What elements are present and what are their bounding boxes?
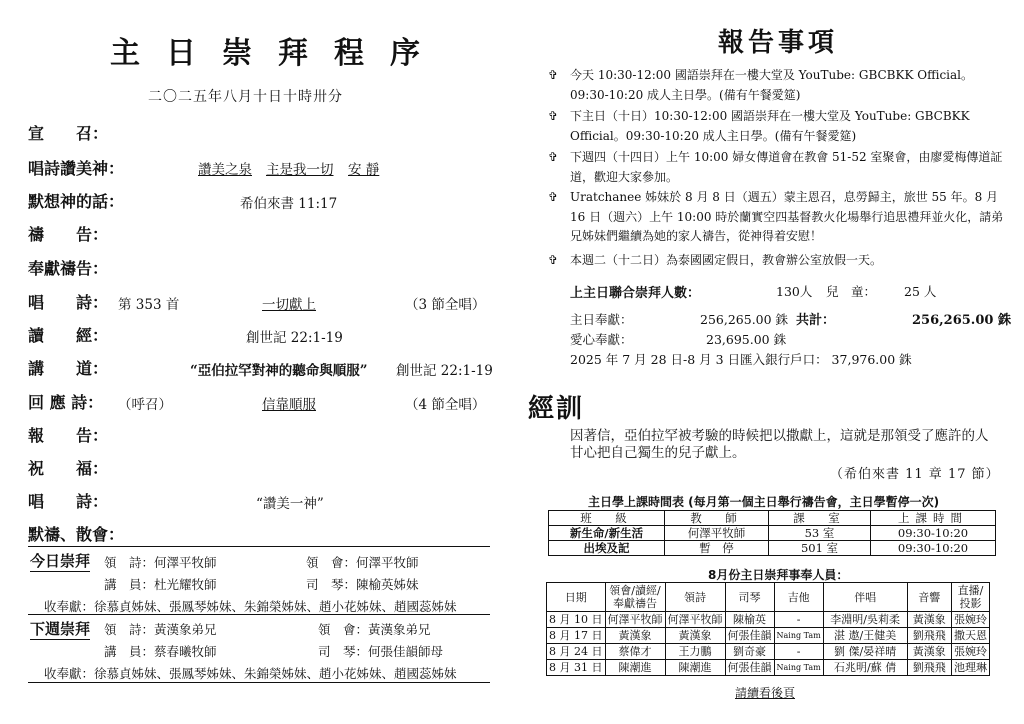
sunday-school-table xyxy=(548,510,996,556)
table-row: 出埃及記 暫 停 501 室 09:30-10:20 xyxy=(549,541,996,556)
total-label: 共計： xyxy=(796,313,836,328)
closing-hymn-label: 唱 詩： xyxy=(28,492,109,511)
children-label: 兒 童： xyxy=(826,284,877,299)
sermon-title: “亞伯拉罕對神的聽命與順服” xyxy=(190,363,368,379)
notice-item: 下主日（十日）10:30-12:00 國語崇拜在一樓大堂及 YouTube: GBCBKK Official。09:30-10:20 成人主日學。(備有午餐愛筵) xyxy=(570,109,970,143)
meditation-ref: 希伯來書 11:17 xyxy=(240,196,338,212)
table-row: 8 月 17 日 黃漢象 黃漢象 何張佳韻 Naing Tam 湛 遨/王健美 劉飛飛 撒天恩 xyxy=(547,628,990,644)
table-row: 日期 領會/讀經/奉獻禱告 領詩 司琴 吉他 伴唱 音響 直播/投影 xyxy=(547,583,990,612)
hymn-label: 唱 詩： xyxy=(28,293,109,312)
sunday-offering-amount: 256,265.00 銖 xyxy=(700,312,789,327)
verse-text: 因著信，亞伯拉罕被考驗的時候把以撒獻上，這就是那領受了應許的人甘心把自己獨生的兒子獻上。 xyxy=(570,428,989,461)
table-row: 8 月 10 日 何澤平牧師 何澤平牧師 陳榆英 - 李淵明/吳莉柔 黃漢象 張婉玲 xyxy=(547,612,990,628)
response-hymn-note: （4 節全唱） xyxy=(405,397,486,413)
attendance-children: 25 人 xyxy=(904,284,937,299)
cross-bullet-icon: ✞ xyxy=(548,109,559,123)
program-title: 主日崇拜程序 xyxy=(110,36,446,71)
scripture-label: 讀 經： xyxy=(28,326,109,345)
service-date: 二〇二五年八月十日十時卅分 xyxy=(148,89,343,105)
sunday-offering-label: 主日奉獻： xyxy=(570,312,633,327)
notice-item: 本週二（十二日）為泰國國定假日，教會辦公室放假一天。 xyxy=(570,253,883,267)
table-row: 8 月 24 日 蔡偉才 王力鵬 劉奇豪 - 劉 傑/晏祥晴 黃漢象 張婉玲 xyxy=(547,644,990,660)
cross-bullet-icon: ✞ xyxy=(548,150,559,164)
duty-roster-table xyxy=(546,582,990,676)
announcements-label: 報 告： xyxy=(28,426,109,445)
attendance-adults: 130人 xyxy=(776,284,813,299)
cross-bullet-icon: ✞ xyxy=(548,253,559,267)
today-lead-meeting: 領 會：何澤平牧師 xyxy=(306,555,419,570)
continue-next-page: 請續看後頁 xyxy=(735,686,796,700)
notice-item: Uratchanee 姊妹於 8 月 8 日（週五）蒙主恩召，息勞歸主，旅世 55 年。8 月 16 日（週六）上午 10:00 時於蘭實空四基督教火化場舉行追思禮拜並火化，請弟兄姊妹們繼續為她的家人禱告，從神得着安慰！ xyxy=(570,190,1004,243)
today-lead-poem: 領 詩：何澤平牧師 xyxy=(104,555,217,570)
praise-song-1: 讚美之泉 xyxy=(198,162,252,178)
cross-bullet-icon: ✞ xyxy=(548,68,559,82)
today-pianist: 司 琴：陳榆英姊妹 xyxy=(306,577,419,592)
praise-song-3: 安 靜 xyxy=(348,162,380,178)
next-service-heading: 下週崇拜 xyxy=(30,620,91,638)
next-lead-meeting: 領 會：黃漢象弟兄 xyxy=(318,622,431,637)
benediction-label: 祝 福： xyxy=(28,459,109,478)
school-caption: 主日學上課時間表 (每月第一個主日舉行禱告會，主日學暫停一次) xyxy=(588,495,940,509)
today-offering: 收奉獻：徐慕貞姊妹、張鳳琴姊妹、朱錦榮姊妹、趙小花姊妹、趙國蕊姊妹 xyxy=(44,599,457,614)
verse-title: 經訓 xyxy=(528,394,585,424)
call-to-worship-label: 宣 召： xyxy=(28,124,109,143)
total-amount: 256,265.00 銖 xyxy=(912,313,1011,328)
next-offering: 收奉獻：徐慕貞姊妹、張鳳琴姊妹、朱錦榮姊妹、趙小花姊妹、趙國蕊姊妹 xyxy=(44,666,457,681)
bank-transfer-line: 2025 年 7 月 28 日-8 月 3 日匯入銀行戶口： 37,976.00 銖 xyxy=(570,352,912,367)
table-row: 班 級 教 師 課 室 上課時間 xyxy=(549,511,996,526)
response-call: （呼召） xyxy=(118,397,172,413)
hymn-note: （3 節全唱） xyxy=(405,297,486,313)
offering-prayer-label: 奉獻禱告： xyxy=(28,259,109,278)
response-hymn-label: 回 應 詩： xyxy=(28,393,104,412)
cross-bullet-icon: ✞ xyxy=(548,190,559,204)
today-service-heading: 今日崇拜 xyxy=(30,552,91,570)
today-speaker: 講 員：杜光耀牧師 xyxy=(104,577,217,592)
verse-reference: （希伯來書 11 章 17 節） xyxy=(830,467,1000,482)
next-speaker: 講 員：蔡春曦牧師 xyxy=(104,644,217,659)
notice-item: 今天 10:30-12:00 國語崇拜在一樓大堂及 YouTube: GBCBKK Official。09:30-10:20 成人主日學。(備有午餐愛筵) xyxy=(570,68,973,102)
prayer-label: 禱 告： xyxy=(28,225,109,244)
scripture-ref: 創世記 22:1-19 xyxy=(246,330,343,346)
next-pianist: 司 琴：何張佳韻師母 xyxy=(318,644,444,659)
sermon-ref: 創世記 22:1-19 xyxy=(396,363,493,379)
response-hymn-title: 信靠順服 xyxy=(262,397,316,413)
table-row: 8 月 31 日 陳潮進 陳潮進 何張佳韻 Naing Tam 石兆明/蘇 倩 劉飛飛 池理琳 xyxy=(547,660,990,676)
attendance-label: 上主日聯合崇拜人數： xyxy=(570,286,701,301)
love-offering-amount: 23,695.00 銖 xyxy=(706,332,787,347)
table-row: 新生命/新生活 何澤平牧師 53 室 09:30-10:20 xyxy=(549,526,996,541)
notice-item: 下週四（十四日）上午 10:00 婦女傳道會在教會 51-52 室聚會，由廖愛梅傳道証道，歡迎大家參加。 xyxy=(570,150,1003,184)
praise-song-2: 主是我一切 xyxy=(266,162,334,178)
love-offering-label: 愛心奉獻： xyxy=(570,332,633,347)
sermon-label: 講 道： xyxy=(28,359,109,378)
hymn-number: 第 353 首 xyxy=(118,297,180,313)
dismissal-label: 默禱、散會： xyxy=(28,525,125,544)
meditation-label: 默想神的話： xyxy=(28,192,125,211)
closing-hymn-title: “讚美一神” xyxy=(256,496,324,512)
praise-songs-label: 唱詩讚美神： xyxy=(28,159,125,178)
hymn-title: 一切獻上 xyxy=(262,297,316,313)
notices-title: 報告事項 xyxy=(718,28,839,58)
duty-caption: 8月份主日崇拜事奉人員： xyxy=(708,568,849,582)
next-lead-poem: 領 詩：黃漢象弟兄 xyxy=(104,622,217,637)
